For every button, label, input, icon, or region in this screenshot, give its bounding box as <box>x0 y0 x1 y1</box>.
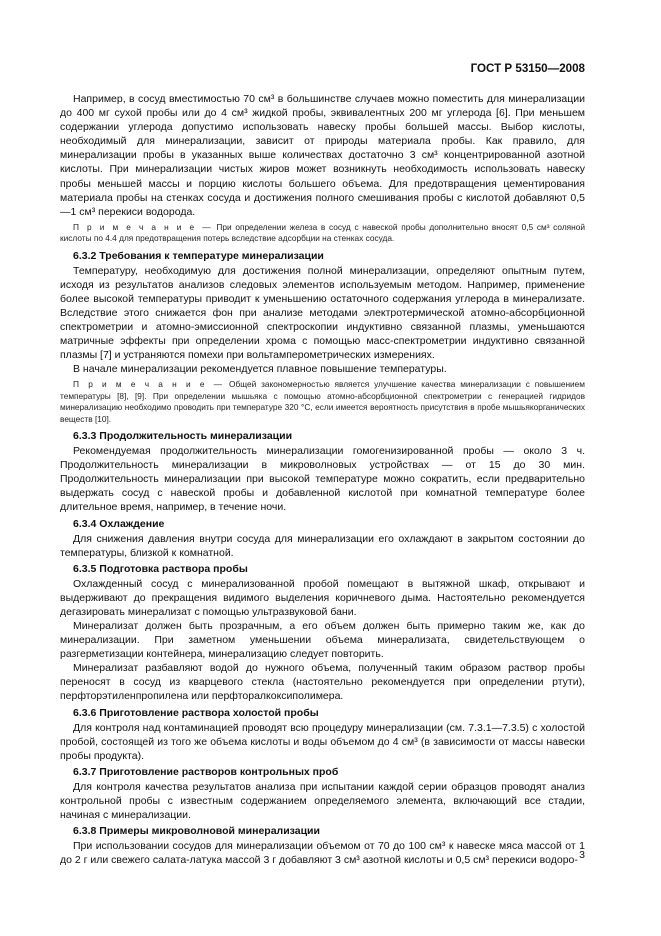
section-heading-6-3-2: 6.3.2 Требования к температуре минерализации <box>73 249 324 262</box>
paragraph: Минерализат разбавляют водой до нужного объема, полученный таким образом раствор пробы переносят в сосуд из кварцевого стекла (настоятельно рекомендуется при определении ртути), перфторэтиленпропилена или перфторалкоксиполимера. <box>60 662 585 703</box>
document-header: ГОСТ Р 53150—2008 <box>470 62 585 75</box>
paragraph: Для снижения давления внутри сосуда для минерализации его охлаждают в закрытом состоянии до температуры, близкой к комнатной. <box>60 532 585 559</box>
note-label: П р и м е ч а н и е — <box>73 379 225 390</box>
section-heading-6-3-3: 6.3.3 Продолжительность минерализации <box>73 430 293 443</box>
note-label: П р и м е ч а н и е — <box>73 221 213 232</box>
page-number: 3 <box>579 849 585 861</box>
paragraph: При использовании сосудов для минерализации объемом от 70 до 100 см³ к навеске мяса массой от 1 до 2 г или свежего салата-латука массой 3 г добавляют 3 см³ азотной кислоты и 0,5 см³ перекиси водоро- <box>60 840 585 867</box>
note <box>60 379 585 425</box>
paragraph: Рекомендуемая продолжительность минерализации гомогенизированной пробы — около 3 ч. Продолжительность минерализации в микроволновых устройствах — от 15 до 30 мин. Продолжительность минерализации при высокой температуре можно сократить, если предварительно выдержать сосуд с навеской пробы и добавленной кислотой при комнатной температуре более длительное время, например, в течение ночи. <box>60 445 585 514</box>
document-body <box>60 92 585 867</box>
section-heading-6-3-8: 6.3.8 Примеры микроволновой минерализации <box>73 825 320 838</box>
paragraph: В начале минерализации рекомендуется плавное повышение температуры. <box>73 363 447 376</box>
paragraph: Например, в сосуд вместимостью 70 см³ в большинстве случаев можно поместить для минерализации до 400 мг сухой пробы или до 4 см³ жидкой пробы, эквивалентных 200 мг углерода [6]. При меньшем содержании углерода допустимо использовать навеску пробы большей массы. Выбор кислоты, необходимый для минерализации, зависит от природы материала пробы. Как правило, для минерализации пробы в указанных выше количествах достаточно 3 см³ концентрированной азотной кислоты. При минерализации чистых жиров может возникнуть необходимость использовать навеску пробы меньшей массы и порцию кислоты большего объема. Для предотвращения цементирования материала пробы на стенках сосуда и достижения полного смешивания пробы с кислотой добавляют 0,5—1 см³ перекиси водорода. <box>60 93 585 218</box>
note-text: Общей закономерностью является улучшение качества минерализации с повышением температуры [8], [9]. При определении мышьяка с помощью атомно-абсорбционной спектрометрии с генерацией гидридов минерализацию необходимо проводить при температуре 320 °С, если имеется вероятность присутствия в пробе мышьякорганических веществ [10]. <box>60 379 585 424</box>
paragraph: Охлажденный сосуд с минерализованной пробой помещают в вытяжной шкаф, открывают и выдерживают до прекращения видимого выделения коричневого дыма. Настоятельно рекомендуется дегазировать минерализат с помощью ультразвуковой бани. <box>60 577 585 618</box>
note <box>60 222 585 245</box>
section-heading-6-3-5: 6.3.5 Подготовка раствора пробы <box>73 562 248 575</box>
section-heading-6-3-6: 6.3.6 Приготовление раствора холостой пробы <box>73 706 319 719</box>
note-text: При определении железа в сосуд с навеской пробы дополнительно вносят 0,5 см³ соляной кислоты по 4.4 для предотвращения потерь вследствие адсорбции на стенках сосуда. <box>60 221 586 244</box>
paragraph: Температуру, необходимую для достижения полной минерализации, определяют опытным путем, исходя из результатов анализов следовых элементов используемым методом. Например, применение более высокой температуры приводит к уменьшению остаточного содержания углерода в минерализате. Вследствие этого снижается фон при анализе методами электротермической атомно-абсорбционной спектрометрии и атомно-эмиссионной спектроскопии индуктивно связанной плазмы, уменьшаются матричные эффекты при определении хрома с помощью масс-спектрометрии индуктивно связанной плазмы [7] и устраняются помехи при вольтамперометрических измерениях. <box>60 264 585 362</box>
section-heading-6-3-4: 6.3.4 Охлаждение <box>73 517 165 530</box>
paragraph: Минерализат должен быть прозрачным, а его объем должен быть примерно таким же, как до минерализации. При заметном уменьшении объема минерализата, свидетельствующем о разгерметизации контейнера, минерализацию следует повторить. <box>60 619 585 661</box>
section-heading-6-3-7: 6.3.7 Приготовление растворов контрольных проб <box>73 765 339 778</box>
paragraph: Для контроля качества результатов анализа при испытании каждой серии образцов проводят анализ контрольной пробы с известным содержанием определяемого элемента, включающий все стадии, начиная с минерализации. <box>60 780 585 821</box>
paragraph: Для контроля над контаминацией проводят всю процедуру минерализации (см. 7.3.1—7.3.5) с холостой пробой, состоящей из того же объема кислоты и воды объемом до 4 см³ (в зависимости от массы навески пробы продукта). <box>60 721 585 762</box>
